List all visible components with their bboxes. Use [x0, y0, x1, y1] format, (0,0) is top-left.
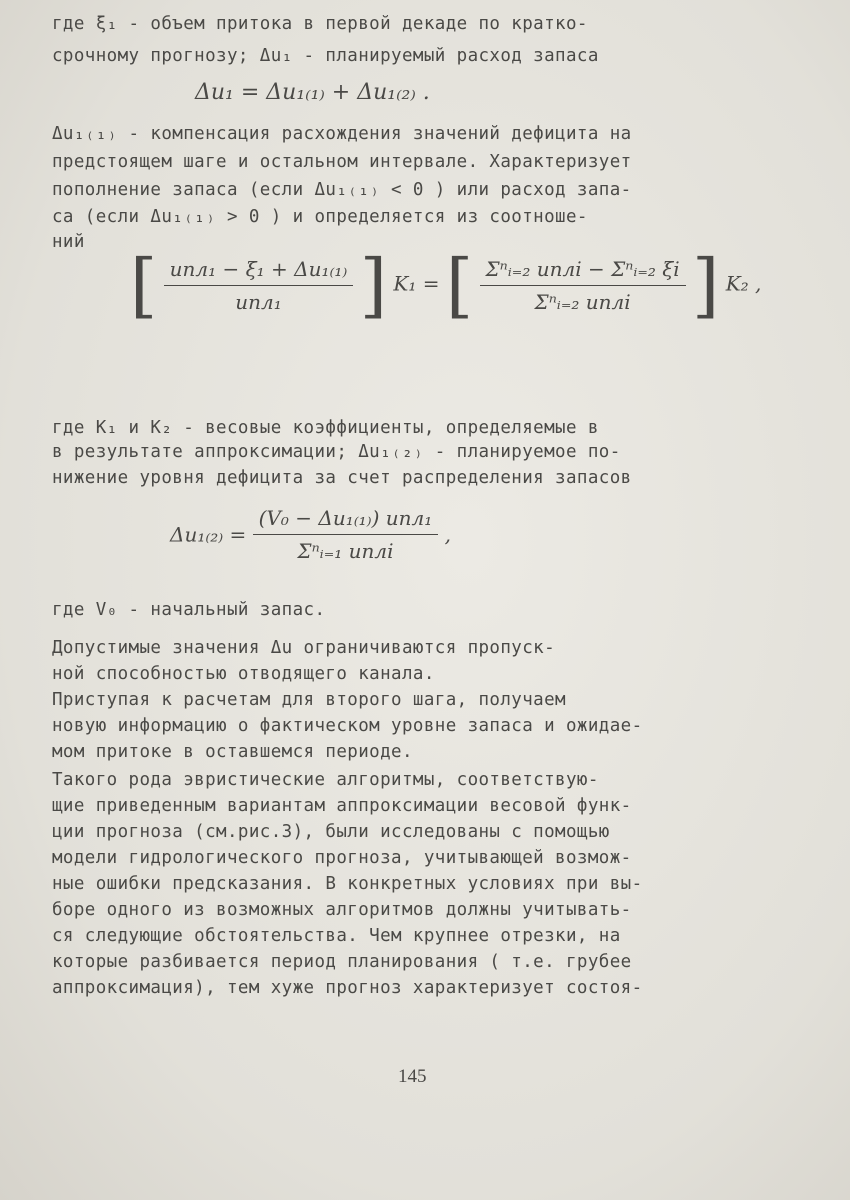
text-line: Δu₁₍₁₎ - компенсация расхождения значений дефицита на — [52, 124, 632, 144]
text-line: где V₀ - начальный запас. — [52, 600, 326, 620]
formula-3 — [170, 506, 451, 563]
text-line: срочному прогнозу; Δu₁ - планируемый расход запаса — [52, 46, 599, 66]
left-bracket: [ — [445, 244, 474, 326]
text-line: ся следующие обстоятельства. Чем крупнее отрезки, на — [52, 926, 621, 946]
formula-3-tail: , — [444, 522, 451, 547]
fraction-numerator: (V₀ − Δu₁₍₁₎) uпл₁ — [258, 506, 433, 530]
text-line: Такого рода эвристические алгоритмы, соответствую- — [52, 770, 599, 790]
formula-2-right-fraction — [480, 257, 686, 314]
text-line: ции прогноза (см.рис.3), были исследованы с помощью — [52, 822, 610, 842]
formula-3-fraction — [253, 506, 439, 563]
k1-label: K₁ = — [393, 271, 440, 296]
text-line: Допустимые значения Δu ограничиваются пропуск- — [52, 638, 556, 658]
page-number: 145 — [398, 1066, 427, 1087]
text-line: пополнение запаса (если Δu₁₍₁₎ < 0 ) или расход запа- — [52, 180, 632, 200]
fraction-numerator: uпл₁ − ξ₁ + Δu₁₍₁₎ — [169, 256, 348, 281]
text-line: ний — [52, 232, 85, 252]
k2-label: K₂ , — [725, 271, 762, 296]
fraction-numerator: Σⁿᵢ₌₂ uплi − Σⁿᵢ₌₂ ξi — [485, 256, 680, 281]
text-line: которые разбивается период планирования ( т.е. грубее — [52, 952, 632, 972]
formula-1: Δu₁ = Δu₁₍₁₎ + Δu₁₍₂₎ . — [195, 80, 430, 105]
fraction-denominator: Σⁿᵢ₌₁ uплi — [253, 534, 439, 563]
text-line: модели гидрологического прогноза, учитывающей возмож- — [52, 848, 632, 868]
right-bracket: ] — [359, 244, 388, 326]
text-line: Приступая к расчетам для второго шага, получаем — [52, 690, 566, 710]
text-line: новую информацию о фактическом уровне запаса и ожидае- — [52, 716, 643, 736]
formula-3-lhs: Δu₁₍₂₎ = — [170, 522, 247, 547]
left-bracket: [ — [130, 244, 158, 326]
fraction-denominator: uпл₁ — [164, 285, 354, 314]
text-line: в результате аппроксимации; Δu₁₍₂₎ - планируемое по- — [52, 442, 621, 462]
text-line: где ξ₁ - объем притока в первой декаде по кратко- — [52, 14, 588, 34]
text-line: предстоящем шаге и остальном интервале. Характеризует — [52, 152, 632, 172]
fraction-denominator: Σⁿᵢ₌₂ uплi — [480, 285, 686, 314]
text-line: нижение уровня дефицита за счет распределения запасов — [52, 468, 632, 488]
right-bracket: ] — [692, 244, 720, 326]
formula-2 — [130, 244, 762, 326]
text-line: боре одного из возможных алгоритмов должны учитывать- — [52, 900, 632, 920]
text-line: щие приведенным вариантам аппроксимации весовой функ- — [52, 796, 632, 816]
formula-2-left-fraction — [164, 257, 354, 314]
text-line: ной способностью отводящего канала. — [52, 664, 435, 684]
text-line: са (если Δu₁₍₁₎ > 0 ) и определяется из соотноше- — [52, 207, 588, 227]
text-line: аппроксимация), тем хуже прогноз характеризует состоя- — [52, 978, 643, 998]
text-line: где K₁ и K₂ - весовые коэффициенты, определяемые в — [52, 418, 599, 438]
text-line: мом притоке в оставшемся периоде. — [52, 742, 413, 762]
text-line: ные ошибки предсказания. В конкретных условиях при вы- — [52, 874, 643, 894]
